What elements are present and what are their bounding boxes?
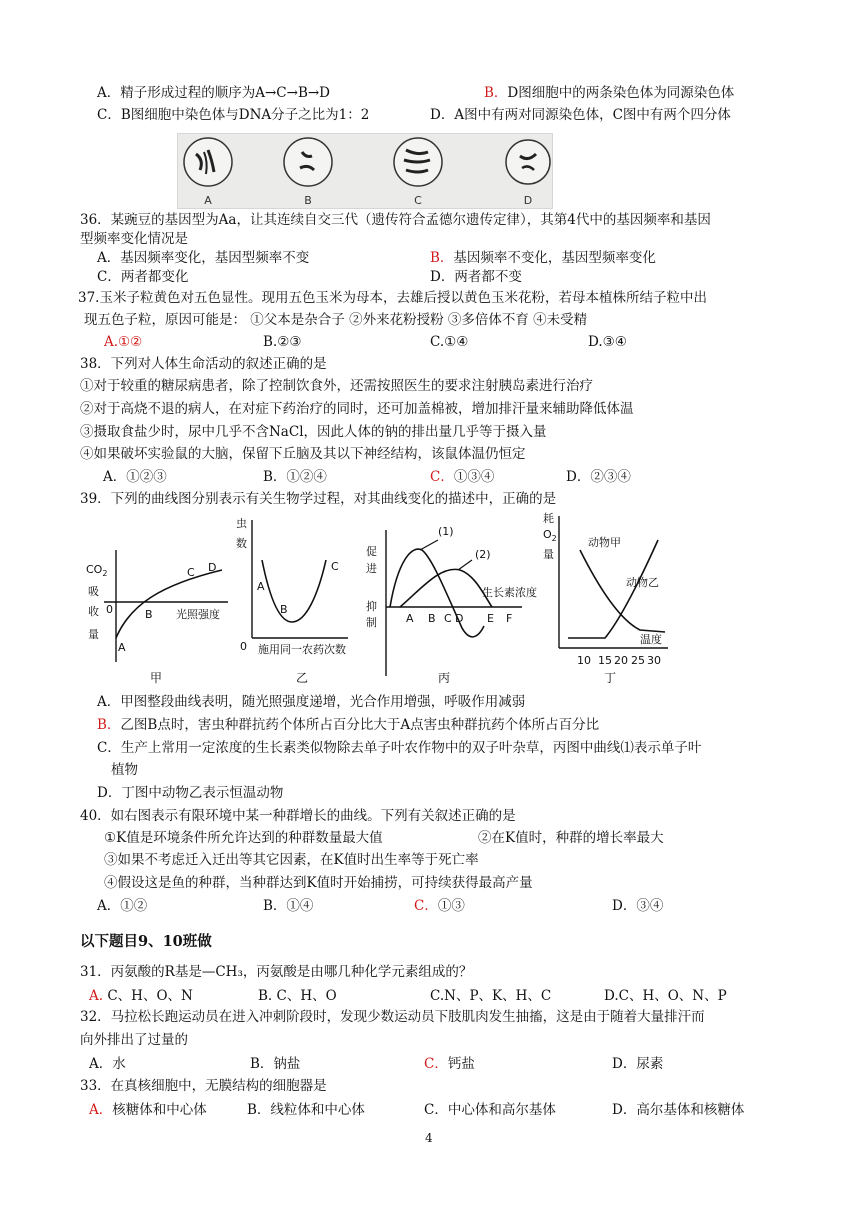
ding-name: 丁 [604, 671, 617, 685]
q32-option-b: B．钠盐 [250, 1056, 301, 1072]
ding-tick-30: 30 [647, 654, 661, 667]
option-letter: A． [89, 1102, 113, 1118]
q32-option-d: D．尿素 [612, 1056, 664, 1072]
q38-statement-1: ①对于较重的糖尿病患者，除了控制饮食外，还需按照医生的要求注射胰岛素进行治疗 [80, 378, 593, 394]
ding-label-yi: 动物乙 [626, 576, 659, 589]
yi-point-b: B [280, 603, 288, 616]
q31-option-d: D.C、H、O、N、P [604, 988, 727, 1004]
bing-ylabel-3: 抑 [366, 600, 377, 613]
cell-division-figure [177, 133, 553, 209]
cell-division-svg [178, 134, 552, 208]
cell-d [506, 140, 550, 184]
q38-statement-2: ②对于高烧不退的病人，在对症下药治疗的同时，还可加盖棉被，增加排汗量来辅助降低体温 [80, 401, 634, 417]
option-text: ①③④ [453, 469, 495, 485]
q36-option-d: D．两者都不变 [430, 269, 522, 285]
q37-option-c: C.①④ [430, 334, 469, 350]
option-d-top: D．A图中有两对同源染色体，C图中有两个四分体 [430, 107, 731, 123]
jia-point-a: A [118, 641, 126, 654]
q37-stem-cont: 现五色子粒，原因可能是： ①父本是杂合子 ②外来花粉授粉 ③多倍体不育 ④未受精 [84, 312, 588, 328]
q40-option-a: A．①② [97, 898, 148, 914]
q39-option-d: D．丁图中动物乙表示恒温动物 [97, 785, 284, 801]
bing-curve-label-2: (2) [475, 548, 491, 561]
q39-option-b [97, 716, 599, 734]
q31-option-c: C.N、P、K、H、C [430, 988, 552, 1004]
ding-tick-10: 10 [577, 654, 591, 667]
graph-ding [543, 511, 668, 685]
option-letter: A. [89, 988, 104, 1004]
option-text: D图细胞中的两条染色体为同源染色体 [507, 85, 735, 101]
q33-option-a [89, 1101, 207, 1119]
q37-stem: 37.玉米子粒黄色对五色显性。现用五色玉米为母本，去雄后授以黄色玉米花粉，若母本植株所结子粒中出 [78, 290, 707, 306]
option-letter: C． [414, 898, 438, 914]
bing-name: 丙 [438, 671, 451, 685]
jia-name: 甲 [150, 671, 163, 685]
yi-point-a: A [257, 580, 265, 593]
cell-label-a: A [204, 194, 212, 207]
bing-tick-c: C [444, 612, 452, 625]
option-c-top: C．B图细胞中染色体与DNA分子之比为1：2 [97, 107, 370, 123]
q36-option-b [430, 249, 656, 267]
q38-option-a: A．①②③ [103, 469, 167, 485]
q33-option-c: C．中心体和高尔基体 [424, 1102, 556, 1118]
q32-option-c [424, 1055, 475, 1073]
jia-xlabel: 光照强度 [176, 608, 220, 621]
graph-yi [236, 516, 348, 685]
yi-xlabel: 施用同一农药次数 [258, 643, 346, 656]
option-letter: B． [97, 717, 121, 733]
q39-stem: 39．下列的曲线图分别表示有关生物学过程，对其曲线变化的描述中，正确的是 [80, 491, 557, 507]
yi-point-c: C [331, 560, 339, 573]
q40-option-c [414, 897, 465, 915]
option-text: C、H、O、N [103, 988, 193, 1004]
q32-stem-cont: 向外排出了过量的 [80, 1032, 188, 1048]
jia-point-c: C [187, 566, 195, 579]
option-b-top [484, 84, 734, 102]
q31-stem: 31．丙氨酸的R基是—CH₃，丙氨酸是由哪几种化学元素组成的？ [80, 964, 473, 980]
bing-arrow-1 [420, 540, 438, 550]
cell-label-c: C [414, 194, 422, 207]
option-text: 基因频率不变化，基因型频率变化 [453, 250, 656, 266]
q36-option-c: C．两者都变化 [97, 269, 189, 285]
ding-tick-20: 20 [614, 654, 628, 667]
q39-option-c-cont: 植物 [111, 762, 138, 778]
section-heading: 以下题目9、10班做 [80, 933, 212, 950]
bing-curve-label-1: (1) [438, 525, 454, 538]
yi-curve [262, 560, 326, 622]
bing-xlabel: 生长素浓度 [482, 586, 537, 599]
ding-label-jia: 动物甲 [588, 536, 621, 549]
bing-tick-b: B [428, 612, 436, 625]
option-letter: B． [430, 250, 454, 266]
q40-stem: 40．如右图表示有限环境中某一种群增长的曲线。下列有关叙述正确的是 [80, 808, 516, 824]
q40-statement-2: ②在K值时，种群的增长率最大 [478, 830, 664, 846]
q39-option-c: C．生产上常用一定浓度的生长素类似物除去单子叶农作物中的双子叶杂草，丙图中曲线⑴表示单子叶 [97, 740, 702, 756]
ding-ylabel-2: $O_2$ [543, 528, 557, 543]
bing-curve-2 [400, 569, 492, 607]
option-text: 钙盐 [447, 1056, 475, 1072]
q40-statement-1: ①K值是环境条件所允许达到的种群数量最大值 [104, 830, 383, 846]
jia-point-d: D [208, 561, 217, 574]
q33-stem: 33．在真核细胞中，无膜结构的细胞器是 [80, 1078, 327, 1094]
q40-statement-3: ③如果不考虑迁入迁出等其它因素，在K值时出生率等于死亡率 [104, 852, 479, 868]
bing-ylabel-1: 促 [366, 545, 377, 558]
q31-option-b: B. C、H、O [258, 988, 337, 1004]
jia-ylabel-co2: $CO_2$ [86, 563, 108, 578]
ding-curve-jia [580, 550, 665, 632]
cell-label-d: D [523, 194, 533, 207]
ding-tick-15: 15 [598, 654, 612, 667]
q40-statement-4: ④假设这是鱼的种群，当种群达到K值时开始捕捞，可持续获得最高产量 [104, 875, 533, 891]
q31-option-a [89, 987, 193, 1005]
q38-statement-4: ④如果破坏实验鼠的大脑，保留下丘脑及其以下神经结构，该鼠体温仍恒定 [80, 446, 526, 462]
cell-b [284, 138, 332, 186]
graph-jia [86, 550, 228, 685]
bing-ylabel-2: 进 [366, 562, 377, 575]
cell-a [184, 138, 232, 186]
option-letter: C． [430, 469, 454, 485]
option-letter: B． [484, 85, 508, 101]
q40-option-d: D．③④ [612, 898, 664, 914]
ding-tick-25: 25 [631, 654, 645, 667]
bing-tick-d: D [455, 612, 464, 625]
yi-ylabel-2: 数 [236, 537, 247, 550]
jia-curve [116, 570, 222, 638]
option-a-top: A．精子形成过程的顺序为A→C→B→D [97, 85, 331, 101]
q33-option-b: B．线粒体和中心体 [247, 1102, 365, 1118]
option-text: ①③ [437, 898, 465, 914]
bing-curve-1 [390, 549, 484, 637]
q38-stem: 38．下列对人体生命活动的叙述正确的是 [80, 356, 327, 372]
q38-option-d: D．②③④ [566, 469, 631, 485]
q37-option-a: A.①② [104, 334, 143, 350]
option-text: 核糖体和中心体 [112, 1102, 207, 1118]
q39-option-a: A．甲图整段曲线表明，随光照强度递增，光合作用增强，呼吸作用减弱 [97, 694, 526, 710]
q38-option-b: B．①②④ [263, 469, 327, 485]
option-text: 乙图B点时，害虫种群抗药个体所占百分比大于A点害虫种群抗药个体所占百分比 [120, 717, 600, 733]
jia-zero: 0 [106, 603, 113, 616]
bing-arrow-2 [458, 560, 472, 570]
jia-ylabel-4: 量 [88, 628, 99, 641]
jia-ylabel-2: 吸 [88, 585, 99, 598]
bing-tick-a: A [406, 612, 414, 625]
yi-zero: 0 [240, 640, 247, 653]
q37-option-b: B.②③ [263, 334, 302, 350]
ding-ylabel-3: 量 [543, 548, 554, 561]
cell-c [394, 138, 442, 186]
q37-option-d: D.③④ [588, 334, 627, 350]
cell-label-b: B [304, 194, 312, 207]
q32-stem: 32．马拉松长跑运动员在进入冲刺阶段时，发现少数运动员下肢肌肉发生抽搐，这是由于随着大量排汗而 [80, 1009, 705, 1025]
q32-option-a: A．水 [89, 1056, 126, 1072]
q36-stem-cont: 型频率变化情况是 [80, 231, 188, 247]
graph-bing [366, 525, 537, 685]
option-letter: C． [424, 1056, 448, 1072]
jia-ylabel-3: 收 [88, 605, 99, 618]
q40-option-b: B．①④ [263, 898, 314, 914]
q38-option-c [430, 468, 494, 486]
q33-option-d: D．高尔基体和核糖体 [612, 1102, 745, 1118]
jia-point-b: B [145, 608, 153, 621]
q38-statement-3: ③摄取食盐少时，尿中几乎不含NaCl，因此人体的钠的排出量几乎等于摄入量 [80, 424, 547, 440]
page-number: 4 [425, 1131, 433, 1145]
yi-ylabel-1: 虫 [236, 517, 247, 530]
bing-ylabel-4: 制 [366, 616, 377, 629]
q39-graphs [0, 510, 860, 690]
ding-ylabel-1: 耗 [543, 512, 554, 525]
bing-tick-f: F [506, 612, 513, 625]
bing-tick-e: E [487, 612, 494, 625]
yi-name: 乙 [296, 671, 309, 685]
q36-option-a: A．基因频率变化，基因型频率不变 [97, 250, 310, 266]
q36-stem: 36．某豌豆的基因型为Aa，让其连续自交三代（遗传符合孟德尔遗传定律），其第4代中的基因频率和基因 [80, 212, 711, 228]
ding-xlabel: 温度 [640, 633, 662, 646]
